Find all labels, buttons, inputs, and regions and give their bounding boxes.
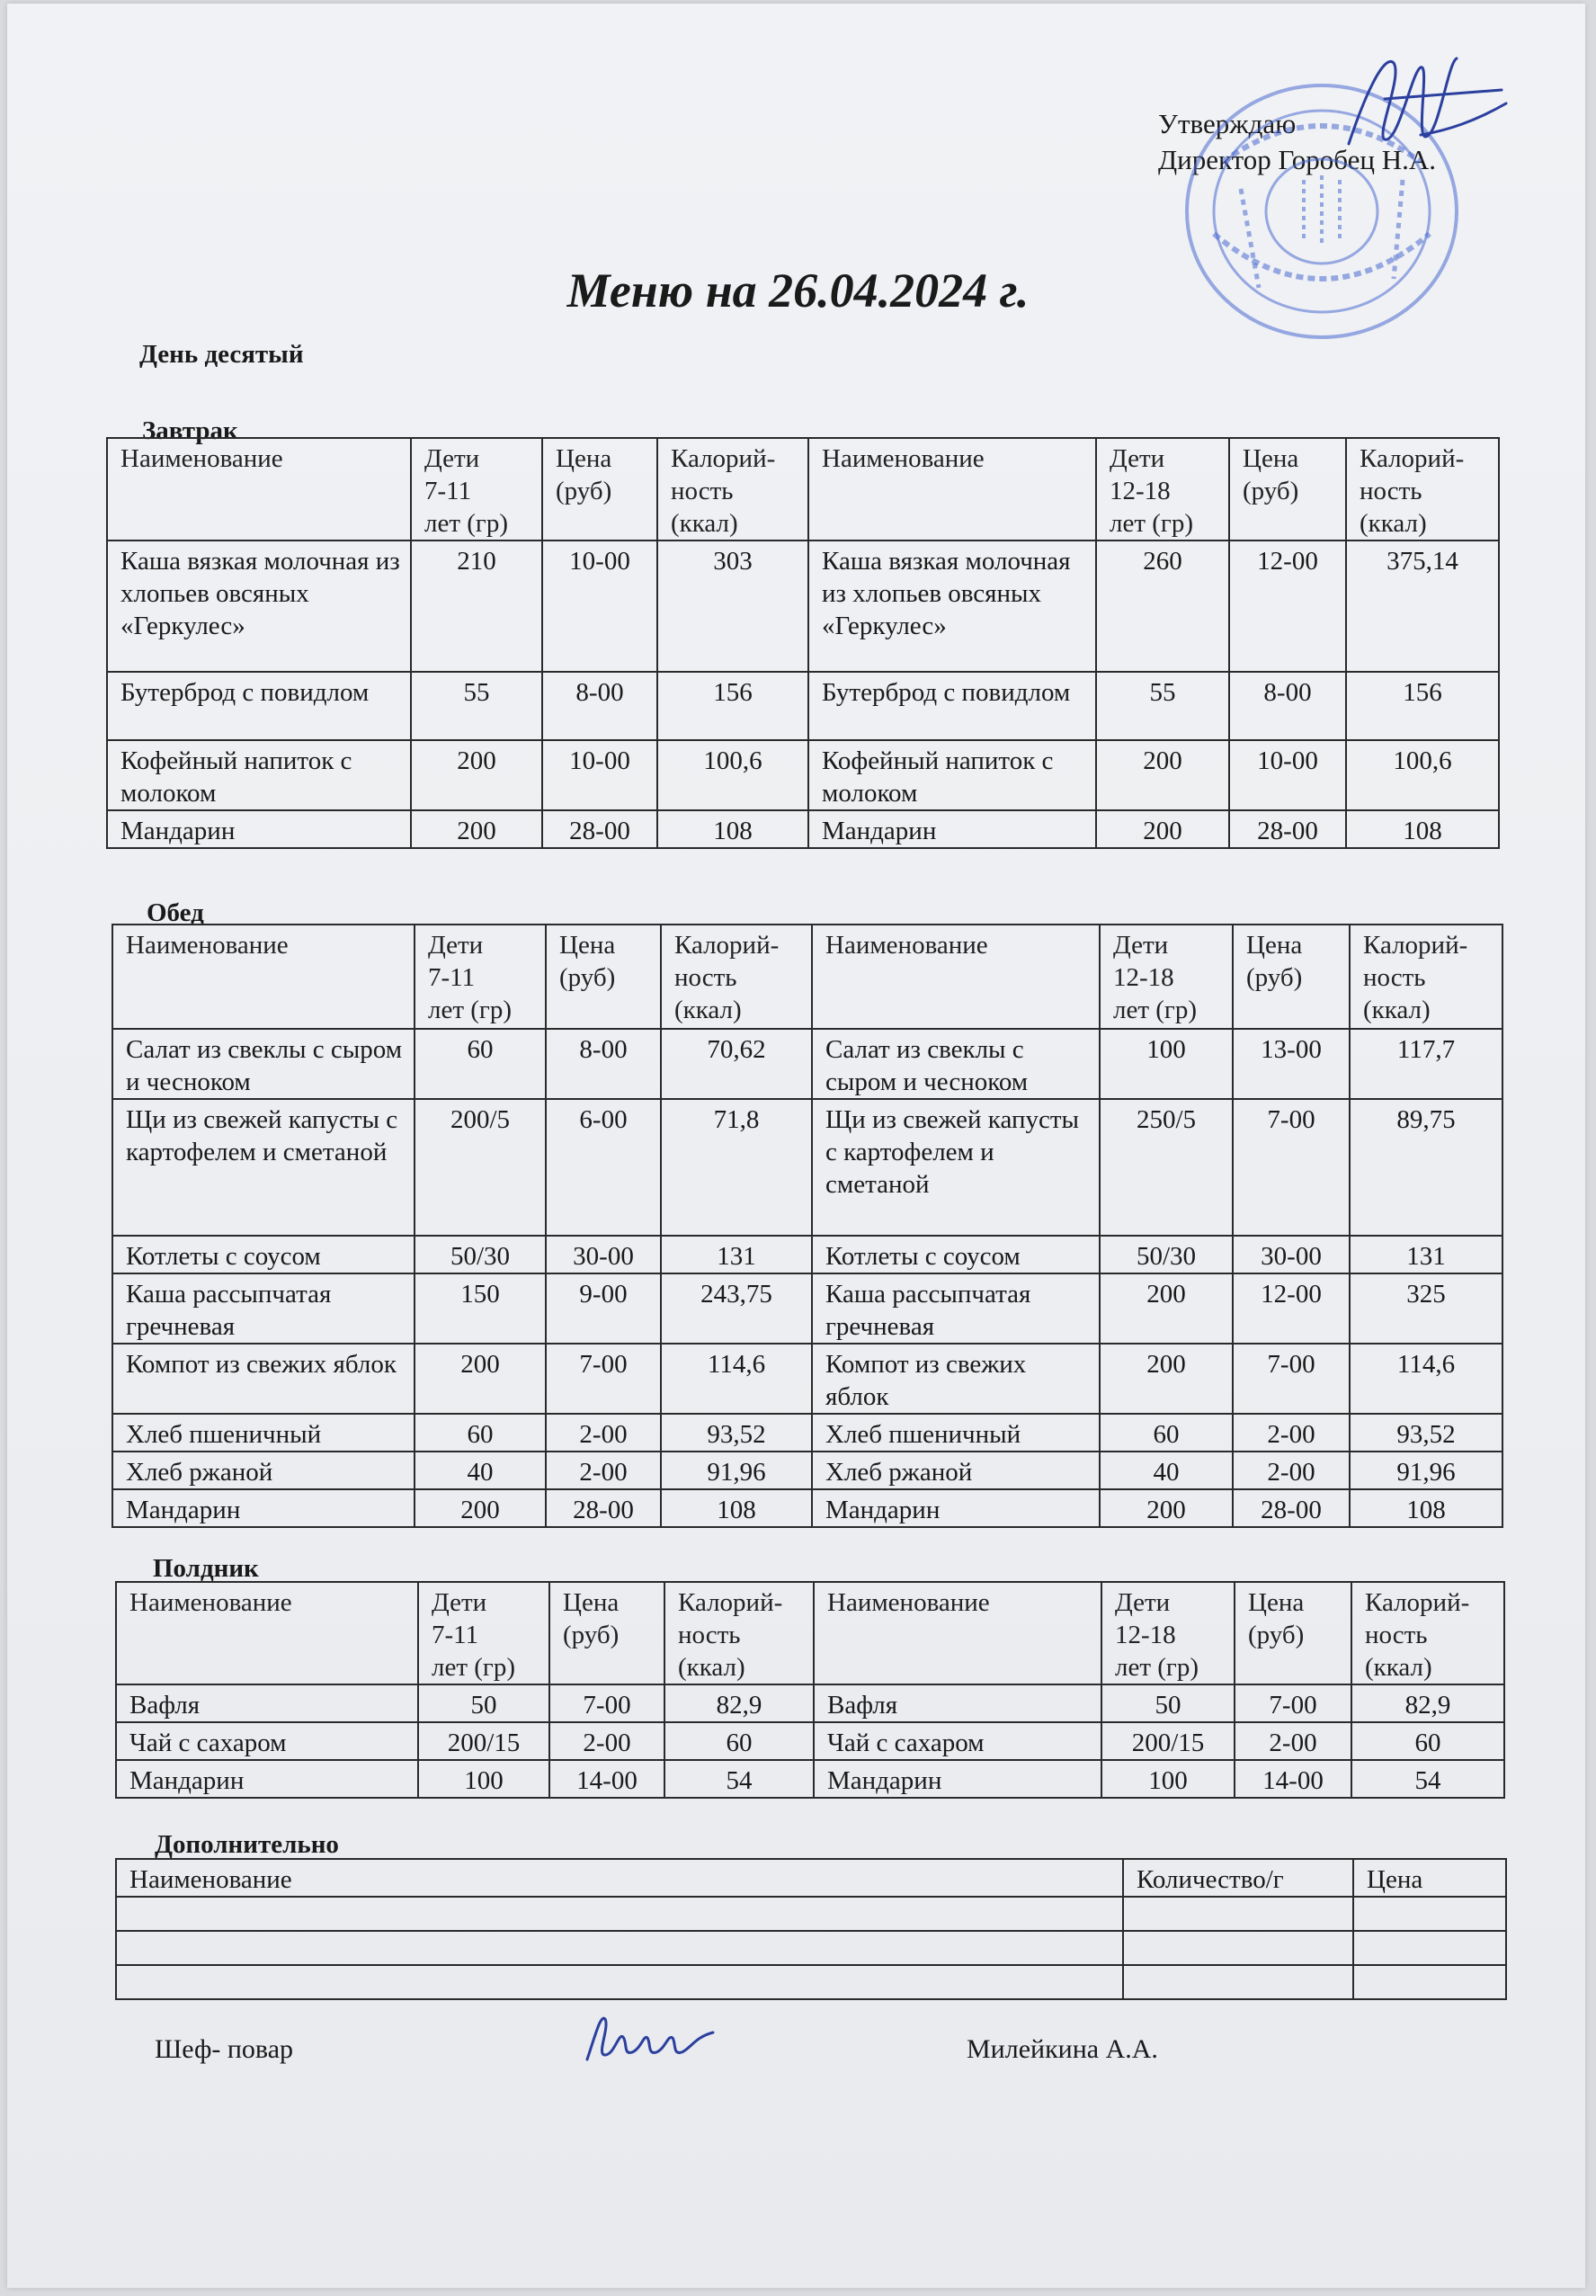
price: 9-00 [546,1273,661,1344]
portion: 250/5 [1100,1099,1233,1236]
dish-name: Кофейный напиток с молоком [808,740,1096,810]
approval-line-2: Директор Горобец Н.А. [1158,144,1436,175]
calories: 303 [657,540,808,672]
table-row [112,1236,1502,1273]
table-row [116,1684,1504,1722]
calories: 243,75 [661,1273,812,1344]
calories: 70,62 [661,1029,812,1099]
footer-name: Милейкина А.А. [967,2034,1158,2064]
price: 7-00 [1235,1684,1351,1722]
approval-line-1: Утверждаю [1158,108,1297,139]
portion: 100 [1100,1029,1233,1099]
calories: 108 [661,1489,812,1527]
portion: 200 [1100,1273,1233,1344]
price: 7-00 [546,1344,661,1414]
table-row [107,810,1499,848]
portion: 55 [1096,672,1229,740]
calories: 54 [664,1760,814,1798]
dish-name: Мандарин [107,810,411,848]
dish-name: Хлеб пшеничный [812,1414,1100,1452]
calories: 117,7 [1350,1029,1502,1099]
header-kids-12-18: Дети 12-18 лет (гр) [1100,925,1233,1029]
calories: 89,75 [1350,1099,1502,1236]
table-header-row [116,1582,1504,1684]
portion: 60 [415,1029,546,1099]
calories: 100,6 [1346,740,1499,810]
header-name: Наименование [814,1582,1101,1684]
header-price: Цена (руб) [1235,1582,1351,1684]
header-calories: Калорий- ность (ккал) [664,1582,814,1684]
price: 2-00 [549,1722,664,1760]
table-row [112,1452,1502,1489]
dish-name: Салат из свеклы с сыром и чесноком [112,1029,415,1099]
header-name: Наименование [116,1582,418,1684]
portion: 200 [1096,740,1229,810]
calories: 91,96 [1350,1452,1502,1489]
calories: 114,6 [661,1344,812,1414]
portion: 200/15 [418,1722,549,1760]
price: 2-00 [1233,1452,1350,1489]
header-price: Цена [1353,1859,1506,1897]
price: 28-00 [1229,810,1346,848]
header-calories: Калорий- ность (ккал) [1351,1582,1504,1684]
header-name: Наименование [112,925,415,1029]
header-price: Цена (руб) [1233,925,1350,1029]
calories: 156 [1346,672,1499,740]
portion: 50 [418,1684,549,1722]
price: 7-00 [549,1684,664,1722]
portion: 200/5 [415,1099,546,1236]
calories: 375,14 [1346,540,1499,672]
dish-name: Салат из свеклы с сыром и чесноком [812,1029,1100,1099]
snack-table [115,1581,1505,1799]
section-lunch-label: Обед [147,898,204,927]
price: 8-00 [546,1029,661,1099]
breakfast-table [106,437,1500,849]
price: 2-00 [1235,1722,1351,1760]
table-row [112,1344,1502,1414]
dish-name: Каша рассыпчатая гречневая [812,1273,1100,1344]
dish-name: Мандарин [116,1760,418,1798]
calories: 131 [1350,1236,1502,1273]
header-kids-7-11: Дети 7-11 лет (гр) [411,438,542,540]
price: 7-00 [1233,1099,1350,1236]
calories: 71,8 [661,1099,812,1236]
calories: 60 [1351,1722,1504,1760]
calories: 325 [1350,1273,1502,1344]
header-calories: Калорий- ность (ккал) [661,925,812,1029]
director-signature [1331,36,1511,180]
portion: 100 [1101,1760,1235,1798]
portion: 200 [415,1489,546,1527]
price: 7-00 [1233,1344,1350,1414]
calories: 91,96 [661,1452,812,1489]
table-header-row [112,925,1502,1029]
header-calories: Калорий- ность (ккал) [1350,925,1502,1029]
price: 2-00 [546,1414,661,1452]
header-kids-7-11: Дети 7-11 лет (гр) [418,1582,549,1684]
calories: 82,9 [1351,1684,1504,1722]
section-snack-label: Полдник [153,1554,259,1583]
portion: 200 [411,810,542,848]
price: 28-00 [546,1489,661,1527]
table-row [116,1722,1504,1760]
dish-name: Каша рассыпчатая гречневая [112,1273,415,1344]
header-calories: Калорий- ность (ккал) [657,438,808,540]
dish-name: Щи из свежей капусты с картофелем и сметаной [112,1099,415,1236]
price: 14-00 [1235,1760,1351,1798]
calories: 54 [1351,1760,1504,1798]
dish-name: Котлеты с соусом [112,1236,415,1273]
dish-name: Каша вязкая молочная из хлопьев овсяных «Геркулес» [107,540,411,672]
header-kids-12-18: Дети 12-18 лет (гр) [1101,1582,1235,1684]
price: 10-00 [1229,740,1346,810]
table-row [107,740,1499,810]
calories: 60 [664,1722,814,1760]
lunch-table [111,924,1503,1528]
calories: 100,6 [657,740,808,810]
calories: 93,52 [1350,1414,1502,1452]
price: 2-00 [546,1452,661,1489]
header-price: Цена (руб) [1229,438,1346,540]
price: 8-00 [1229,672,1346,740]
table-row [116,1897,1506,1931]
price: 13-00 [1233,1029,1350,1099]
portion: 200 [1100,1489,1233,1527]
day-label: День десятый [139,340,304,369]
price: 30-00 [546,1236,661,1273]
price: 14-00 [549,1760,664,1798]
price: 30-00 [1233,1236,1350,1273]
section-extra-label: Дополнительно [155,1830,339,1859]
calories: 114,6 [1350,1344,1502,1414]
portion: 40 [1100,1452,1233,1489]
header-calories: Калорий- ность (ккал) [1346,438,1499,540]
dish-name: Бутерброд с повидлом [107,672,411,740]
header-name: Наименование [812,925,1100,1029]
portion: 50/30 [415,1236,546,1273]
table-header-row [107,438,1499,540]
chef-signature [583,2006,718,2068]
dish-name: Котлеты с соусом [812,1236,1100,1273]
dish-name: Чай с сахаром [814,1722,1101,1760]
table-row [116,1931,1506,1965]
portion: 60 [1100,1414,1233,1452]
page-title: Меню на 26.04.2024 г. [566,264,1030,317]
dish-name: Мандарин [112,1489,415,1527]
extra-table [115,1858,1507,2000]
portion: 150 [415,1273,546,1344]
price: 12-00 [1233,1273,1350,1344]
price: 12-00 [1229,540,1346,672]
portion: 210 [411,540,542,672]
portion: 50/30 [1100,1236,1233,1273]
price: 8-00 [542,672,657,740]
dish-name: Вафля [116,1684,418,1722]
dish-name: Бутерброд с повидлом [808,672,1096,740]
dish-name: Чай с сахаром [116,1722,418,1760]
portion: 200 [411,740,542,810]
table-row [112,1414,1502,1452]
calories: 131 [661,1236,812,1273]
portion: 55 [411,672,542,740]
price: 28-00 [542,810,657,848]
table-row [116,1760,1504,1798]
dish-name: Компот из свежих яблок [112,1344,415,1414]
calories: 108 [1346,810,1499,848]
portion: 200 [1100,1344,1233,1414]
price: 2-00 [1233,1414,1350,1452]
dish-name: Компот из свежих яблок [812,1344,1100,1414]
portion: 200 [1096,810,1229,848]
portion: 40 [415,1452,546,1489]
price: 6-00 [546,1099,661,1236]
dish-name: Кофейный напиток с молоком [107,740,411,810]
dish-name: Хлеб ржаной [112,1452,415,1489]
header-price: Цена (руб) [546,925,661,1029]
price: 28-00 [1233,1489,1350,1527]
dish-name: Хлеб ржаной [812,1452,1100,1489]
table-row [112,1273,1502,1344]
portion: 60 [415,1414,546,1452]
header-name: Наименование [107,438,411,540]
header-kids-7-11: Дети 7-11 лет (гр) [415,925,546,1029]
table-row [112,1029,1502,1099]
dish-name: Мандарин [814,1760,1101,1798]
table-row [107,672,1499,740]
table-header-row [116,1859,1506,1897]
header-name: Наименование [116,1859,1123,1897]
calories: 93,52 [661,1414,812,1452]
header-name: Наименование [808,438,1096,540]
calories: 156 [657,672,808,740]
dish-name: Вафля [814,1684,1101,1722]
dish-name: Каша вязкая молочная из хлопьев овсяных «Геркулес» [808,540,1096,672]
footer-role: Шеф- повар [155,2034,294,2064]
price: 10-00 [542,540,657,672]
dish-name: Щи из свежей капусты с картофелем и сметаной [812,1099,1100,1236]
portion: 260 [1096,540,1229,672]
header-kids-12-18: Дети 12-18 лет (гр) [1096,438,1229,540]
header-quantity: Количество/г [1123,1859,1353,1897]
calories: 82,9 [664,1684,814,1722]
header-price: Цена (руб) [542,438,657,540]
section-breakfast-label: Завтрак [142,416,238,445]
table-row [116,1965,1506,1999]
calories: 108 [657,810,808,848]
portion: 100 [418,1760,549,1798]
calories: 108 [1350,1489,1502,1527]
header-price: Цена (руб) [549,1582,664,1684]
table-row [112,1489,1502,1527]
portion: 50 [1101,1684,1235,1722]
dish-name: Хлеб пшеничный [112,1414,415,1452]
dish-name: Мандарин [808,810,1096,848]
table-row [112,1099,1502,1236]
portion: 200/15 [1101,1722,1235,1760]
portion: 200 [415,1344,546,1414]
dish-name: Мандарин [812,1489,1100,1527]
price: 10-00 [542,740,657,810]
table-row [107,540,1499,672]
